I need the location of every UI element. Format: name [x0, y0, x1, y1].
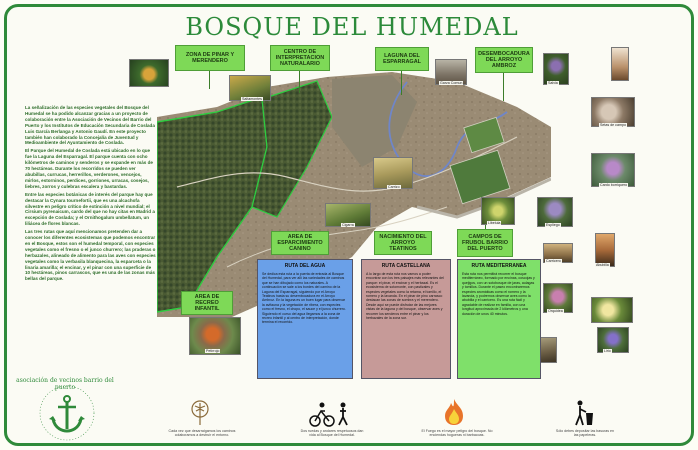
route-castellana-panel	[361, 259, 451, 379]
caption-lirio: Lirio	[604, 349, 611, 353]
photo-gallo	[611, 47, 629, 81]
caption-falsa: Espliego	[546, 223, 560, 227]
intro-paragraph: El Parque del Humedal de Coslada está ubicado en lo que fue la Laguna del Esparragal. El parque cuenta con ocho kilómetros de caminos y senderos y se expande en más de 70 hectáreas. Durante los recorridos se pueden ver abubillas, currucas, herrerillos, verderones, vencejos, mirlos, estorninos, perdices, gorriones, urracas, cosejos, liebres, zorros y culebras escalera y bastardas.	[25, 148, 153, 189]
fire-icon	[439, 397, 469, 427]
route-text: Esta ruta nos permitirá recorrer el bosque mediterráneo, formado por encinas, coscojas y quejigos, con un sotobosque de jaras, aulagas y tomillos. Durante el paseo encontraremos especies aromáticas como el romero y la lavanda, y podremos observar aves como la abubilla y el carricero. Es una ruta fácil y agradable de realizar en familia, con una longitud aproximada de 2 kilómetros y una duración de unos 40 minutos.	[462, 272, 535, 316]
caption-orquidea: Orquidea	[548, 309, 563, 313]
route-mediterranea-panel	[457, 259, 541, 379]
label-laguna: LAGUNA DEL ESPARRAGAL	[375, 47, 429, 71]
label-pole	[299, 71, 300, 93]
label-nacimiento: NACIMIENTO DEL ARROYO TEATINOS	[374, 231, 432, 255]
label-esparcimiento: AREA DE ESPARCIMIENTO CANINO	[271, 231, 329, 255]
label-desembocadura: DESEMBOCADURA DEL ARROYO AMBROZ	[475, 47, 533, 73]
photo-cardo	[591, 153, 635, 187]
caption-abubilla: Abubilla	[596, 263, 609, 267]
footer-note-caminos: Cada vez que desarraigamos los caminos colaboramos a destruir el entorno.	[168, 429, 236, 438]
intro-paragraph: La señalización de las especies vegetales del Bosque del Humedal se ha podido alcanzar gracias a un proyecto de colaboración entre la Asociación de Vecinos del Barrio del Puerto y los Institutos de Educación Secundaria de Coslada Luis García Berlanga y Antonio Gaudí. En este proyecto también han colaborado la Concejalía de Juventud y Medioambiente del Ayuntamiento de Coslada.	[25, 105, 155, 146]
photo-narciso	[591, 297, 633, 323]
route-title: RUTA CASTELLANA	[381, 263, 431, 269]
association-name: asociación de vecinos barrio del puerto	[16, 377, 114, 391]
photo-lirio	[597, 327, 629, 353]
label-recreo-infantil: AREA DE RECREO INFANTIL	[181, 291, 233, 315]
anchor-logo	[37, 383, 97, 443]
label-pole	[503, 73, 504, 101]
label-campos: CAMPOS DE FRUBOL BARRIO DEL PUERTO	[457, 229, 513, 257]
trash-bin-icon	[571, 399, 595, 427]
page-title: BOSQUE DEL HUMEDAL	[185, 13, 519, 41]
route-title: RUTA MEDITERRANEA	[471, 263, 527, 269]
caption-saltamontes: Saltamontes	[242, 97, 262, 101]
caption-mariposa: Libelula	[488, 221, 501, 225]
caption-salvia: Salvia	[548, 81, 558, 85]
intro-paragraph: Las tres rutas que aquí mencionamos pretenden dar a conocer los diferentes ecosistemas que podemos encontrar en el Bosque, estos son el humedal temporal, con especies vegetales como el fresno o el junco churrero; las praderas o herbazales, alineado de alimento para las aves con especies vegetales como la verbasila blanquecina, la esparceta o la linaria amarilla; el encinar, y el pinar con una superficie de 10 hectáreas, pinos carrascos, que es una de las zonas más bellas del parque.	[25, 229, 156, 282]
tree-sign-icon	[187, 399, 213, 427]
panel-frame	[4, 4, 694, 446]
label-zona-pinar: ZONA DE PINAR Y MERENDERO	[175, 45, 245, 71]
route-text: A lo largo de esta ruta nos vamos a poder encontrar con los tres paisajes más relevantes del parque: el pinar, el encinar y el herbazal. Es el ecosistema de sotomonte, con pastizales y especies vegetales como la retama, el tomillo, el romero y la lavanda. En el pinar de pino carrasco destacan las zonas de sombra y el merendero. Desde aquí se puede disfrutar de las mejores vistas de la laguna y del bosque, observar aves y recorrer los senderos entre el pinar y los herbazales de la zona sur.	[366, 272, 444, 321]
route-title: RUTA DEL AGUA	[284, 263, 326, 269]
caption-garza: Garza Comun	[440, 81, 463, 85]
intro-paragraph: Entre las especies botánicas de interés del parque hay que destacar la Cynara tournefortii, que es una alcachofa silvestre en peligro crítico de extinción a nivel mundial; el Cirsium pyrenaicum, cardo del que no hay citas en Madrid a excepción de Coslada; y el Ornithogalum umbellatum, un liliácea de flores blancas.	[25, 191, 155, 227]
footer-note-ruedas: Dos ruedas y andares respetuosos dan vida al Bosque del Humedal.	[300, 429, 364, 438]
caption-cigarra: Cigarra	[342, 223, 354, 227]
caption-carricero: Carricero	[546, 259, 561, 263]
route-agua-panel	[257, 259, 353, 379]
label-pole	[401, 71, 402, 95]
caption-petirrojo: Petirrojo	[206, 349, 220, 353]
footer-note-fuego: El Fuego es el mayor peligro del bosque. No enciendas hogueras ni barbacoas.	[421, 429, 493, 438]
caption-cardo: Cardo borriquero	[600, 183, 628, 187]
caption-setas: Setas de campo	[600, 123, 626, 127]
cyclists-icon	[307, 399, 353, 427]
caption-carrizo: Carrizo	[388, 185, 400, 189]
label-pole	[209, 71, 210, 89]
route-text: Se dedica esta ruta a la puerta de entrada al Bosque del Humedal, para ver allí las variedades de caminos que se han dibujado como los naturales. A continuación se sale a los bordes del camino de la Laguna del Esparragal, siguiendo por el Arroyo Teatinos hasta su desembocadura en el Arroyo Ambroz. En la laguna es un buen lugar para observar la avifauna y la vegetación de ribera, con especies como el fresno, el chopo, el sauce y el junco churrero. Siguiendo el curso del agua llegamos a la zona de recreo infantil y al centro de interpretación, donde termina el recorrido.	[262, 272, 346, 325]
label-centro-interpretacion: CENTRO DE INTERPRETACION NATURALARIO	[270, 45, 330, 71]
photo-abubilla	[595, 233, 615, 267]
intro-text	[25, 105, 157, 284]
footer-note-basuras: Sólo debes depositar las basuras en las papeleras.	[555, 429, 615, 438]
photo-cigarron	[129, 59, 169, 87]
